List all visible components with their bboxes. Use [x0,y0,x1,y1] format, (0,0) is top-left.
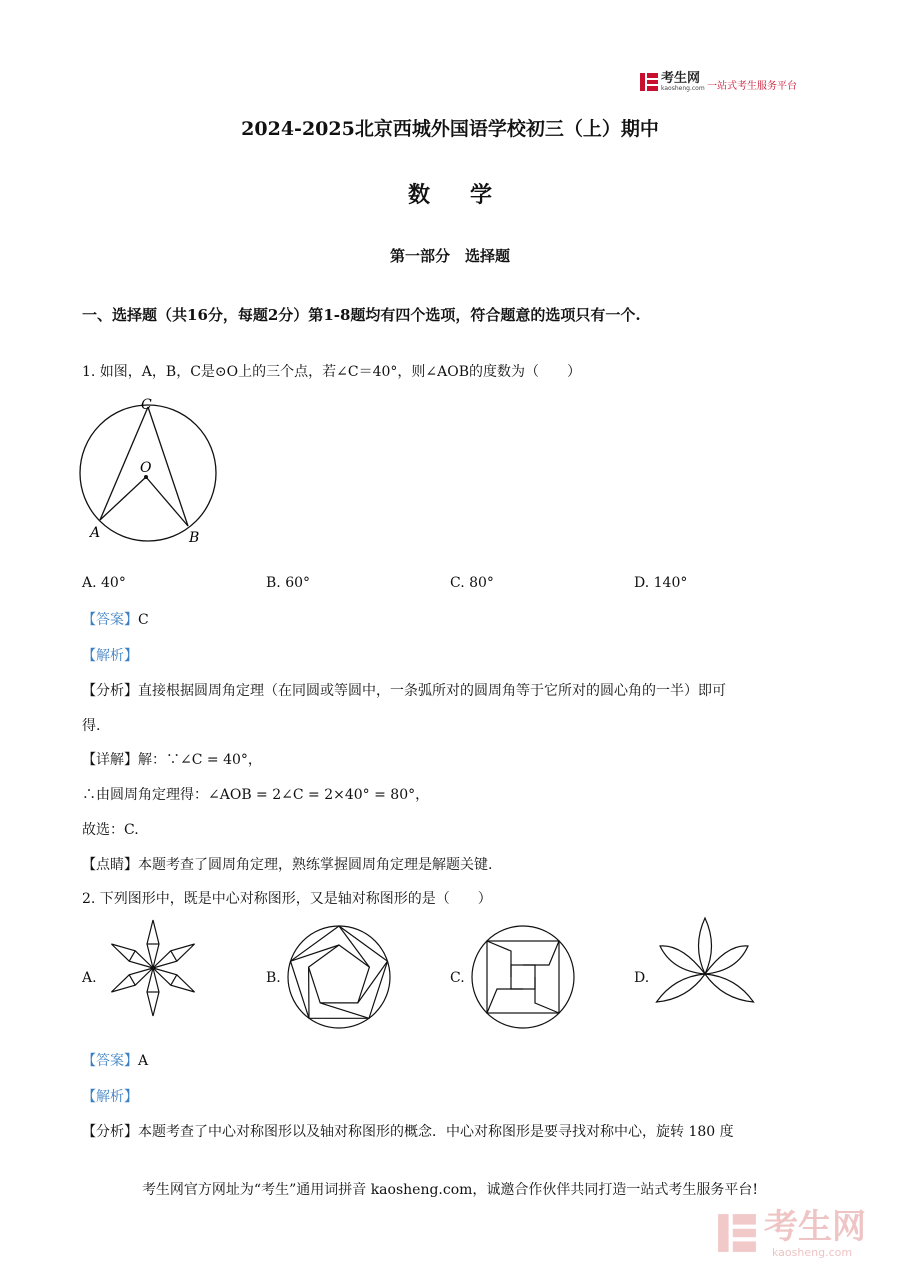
question-1-stem: 1. 如图，A，B，C是⊙O上的三个点，若∠C＝40°，则∠AOB的度数为（ ） [82,364,581,380]
q2-answer [82,1050,148,1070]
question-1-figure [78,390,223,550]
document-title: 2024-2025北京西城外国语学校初三（上）期中 [241,118,659,140]
label-a: A [90,525,101,541]
fenxi-tag: 【分析】 [82,683,138,699]
q1-option-a: A. 40° [82,575,126,591]
xiangjie-tag: 【详解】 [82,752,138,768]
q1-fenxi-line2: 得. [82,718,101,734]
label-b: B [189,530,200,546]
footer-text: 考生网官方网址为“考生”通用词拼音 kaosheng.com，诚邀合作伙伴共同打造一站式考生服务平台! [141,1182,759,1198]
section-heading: 一、选择题（共16分，每题2分）第1-8题均有四个选项，符合题意的选项只有一个. [82,306,641,324]
q1-answer [82,609,149,629]
q1-dianjing [82,854,492,874]
q1-option-d: D. 140° [634,575,688,591]
part-heading: 第一部分 选择题 [389,247,510,265]
xiangjie-text: 解：∵∠C = 40°， [138,752,262,768]
q2-figure-c [468,922,578,1032]
label-o: O [140,460,152,476]
question-2-stem: 2. 下列图形中，既是中心对称图形，又是轴对称图形的是（ ） [82,891,492,907]
logo-domain-text: kaosheng.com [661,85,705,92]
q2-fenxi [82,1121,734,1141]
q2-analysis-tag: 【解析】 [82,1089,138,1105]
fenxi-text: 直接根据圆周角定理（在同圆或等圆中，一条弧所对的圆周角等于它所对的圆心角的一半）即可 [138,683,726,699]
logo-slogan: 一站式考生服务平台 [707,81,797,92]
q2-option-b-label: B. [266,970,281,986]
q2-option-a-label: A. [82,970,97,986]
fenxi-tag: 【分析】 [82,1124,138,1140]
q1-step: ∴由圆周角定理得：∠AOB = 2∠C = 2×40° = 80°， [82,787,430,803]
subject-title: 数学 [407,182,532,208]
q2-figure-a [100,916,210,1026]
segment-cb [148,407,188,526]
watermark-domain: kaosheng.com [772,1246,853,1259]
answer-tag: 【答案】 [82,1053,138,1069]
dianjing-tag: 【点睛】 [82,857,138,873]
watermark-brand: 考生网 [764,1207,866,1247]
q2-option-d-label: D. [634,970,650,986]
brand-logo [639,72,809,94]
q2-option-c-label: C. [450,970,465,986]
q1-analysis-tag: 【解析】 [82,648,138,664]
label-c: C [141,397,152,413]
segment-oa [100,477,146,520]
answer-value: A [138,1053,149,1069]
fenxi-text: 本题考查了中心对称图形以及轴对称图形的概念．中心对称图形是要寻找对称中心，旋转 180 度 [138,1124,734,1140]
dianjing-text: 本题考查了圆周角定理，熟练掌握圆周角定理是解题关键. [138,857,493,873]
q1-fenxi [82,680,726,700]
watermark [716,1206,886,1264]
q1-xiangjie [82,749,262,769]
segment-ob [146,477,188,526]
logo-brand-text: 考生网 [661,71,701,86]
answer-value: C [138,612,149,628]
answer-tag: 【答案】 [82,612,138,628]
q1-option-b: B. 60° [266,575,311,591]
q2-figure-b [284,922,394,1032]
q1-choose: 故选：C. [82,822,139,838]
kaosheng-logo-icon [639,72,659,92]
q2-figure-d [652,916,762,1026]
watermark-logo-icon [716,1210,758,1256]
q1-option-c: C. 80° [450,575,494,591]
